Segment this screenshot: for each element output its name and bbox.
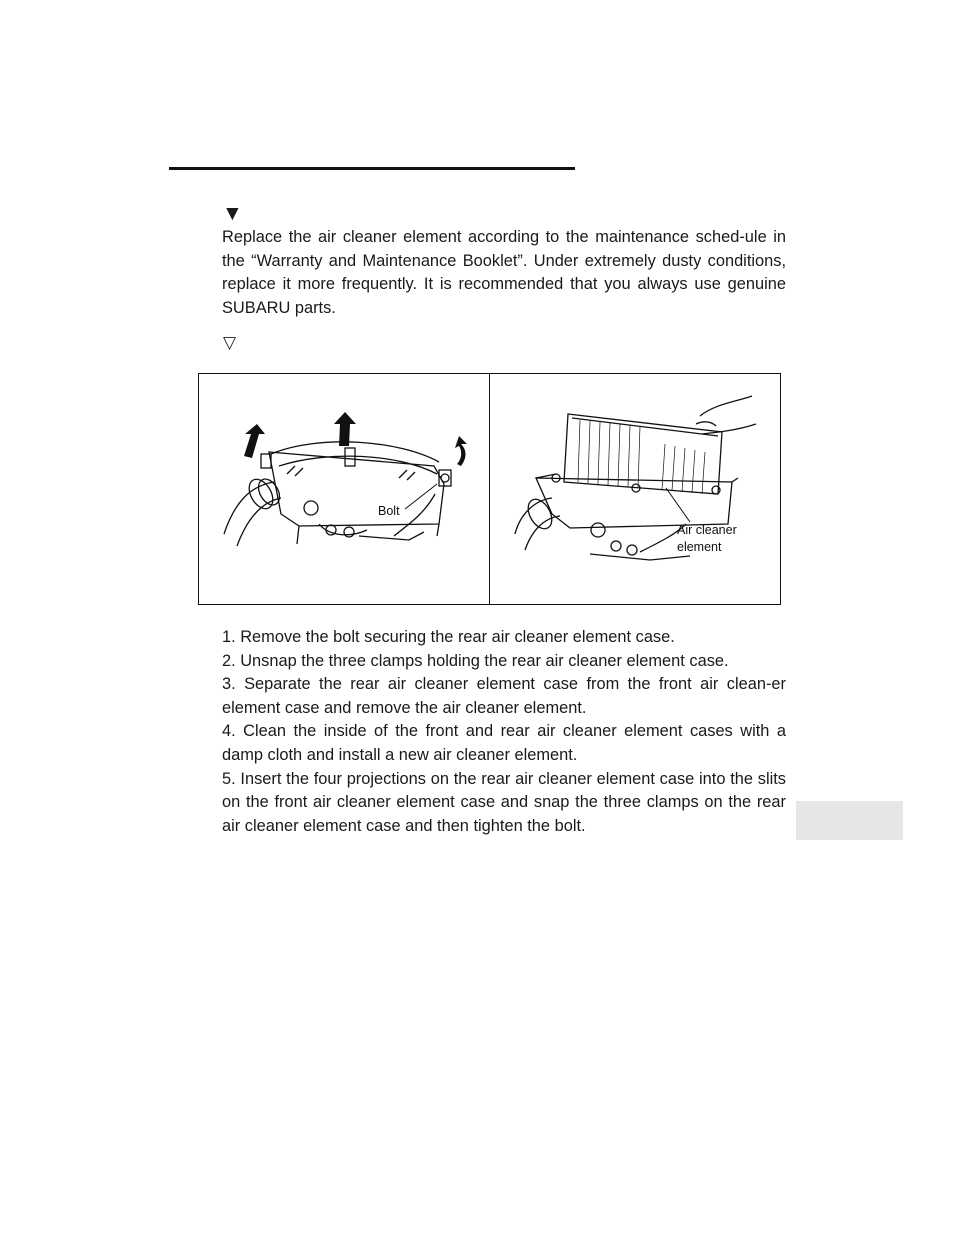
bolt-label: Bolt <box>378 504 400 518</box>
sub-marker-icon: ▽ <box>223 333 237 352</box>
air-cleaner-label-line1: Air cleaner <box>677 523 737 537</box>
step-item: 2. Unsnap the three clamps holding the rear air cleaner element case. <box>222 651 729 670</box>
step-item: 1. Remove the bolt securing the rear air cleaner element case. <box>222 628 675 646</box>
section-heading-rule <box>169 167 575 170</box>
step-item: 4. Clean the inside of the front and rear air cleaner element cases with a damp cloth and install a new air cleaner element. <box>222 722 786 764</box>
air-cleaner-element-drawing <box>490 374 781 606</box>
step-item: 3. Separate the rear air cleaner element case from the front air clean-er element case and remove the air cleaner element. <box>222 675 786 717</box>
illustration-remove-bolt <box>199 374 490 604</box>
note-paragraph: Replace the air cleaner element according to the maintenance sched-ule in the “Warranty and Maintenance Booklet”. Under extremely dusty conditions, replace it more frequently. It is recommended that you always use genuine SUBARU parts. <box>222 228 786 317</box>
air-cleaner-label-line2: element <box>677 540 722 554</box>
procedure-steps <box>222 626 786 838</box>
note-marker-icon: ▼ <box>222 202 243 225</box>
step-item: 5. Insert the four projections on the rear air cleaner element case into the slits on the front air cleaner element case and snap the three clamps on the rear air cleaner element case and then tighten the bolt. <box>222 769 786 835</box>
illustration-remove-element <box>490 374 780 604</box>
illustration-figure <box>198 373 781 605</box>
chapter-tab <box>796 801 903 840</box>
air-cleaner-case-drawing <box>199 374 490 606</box>
